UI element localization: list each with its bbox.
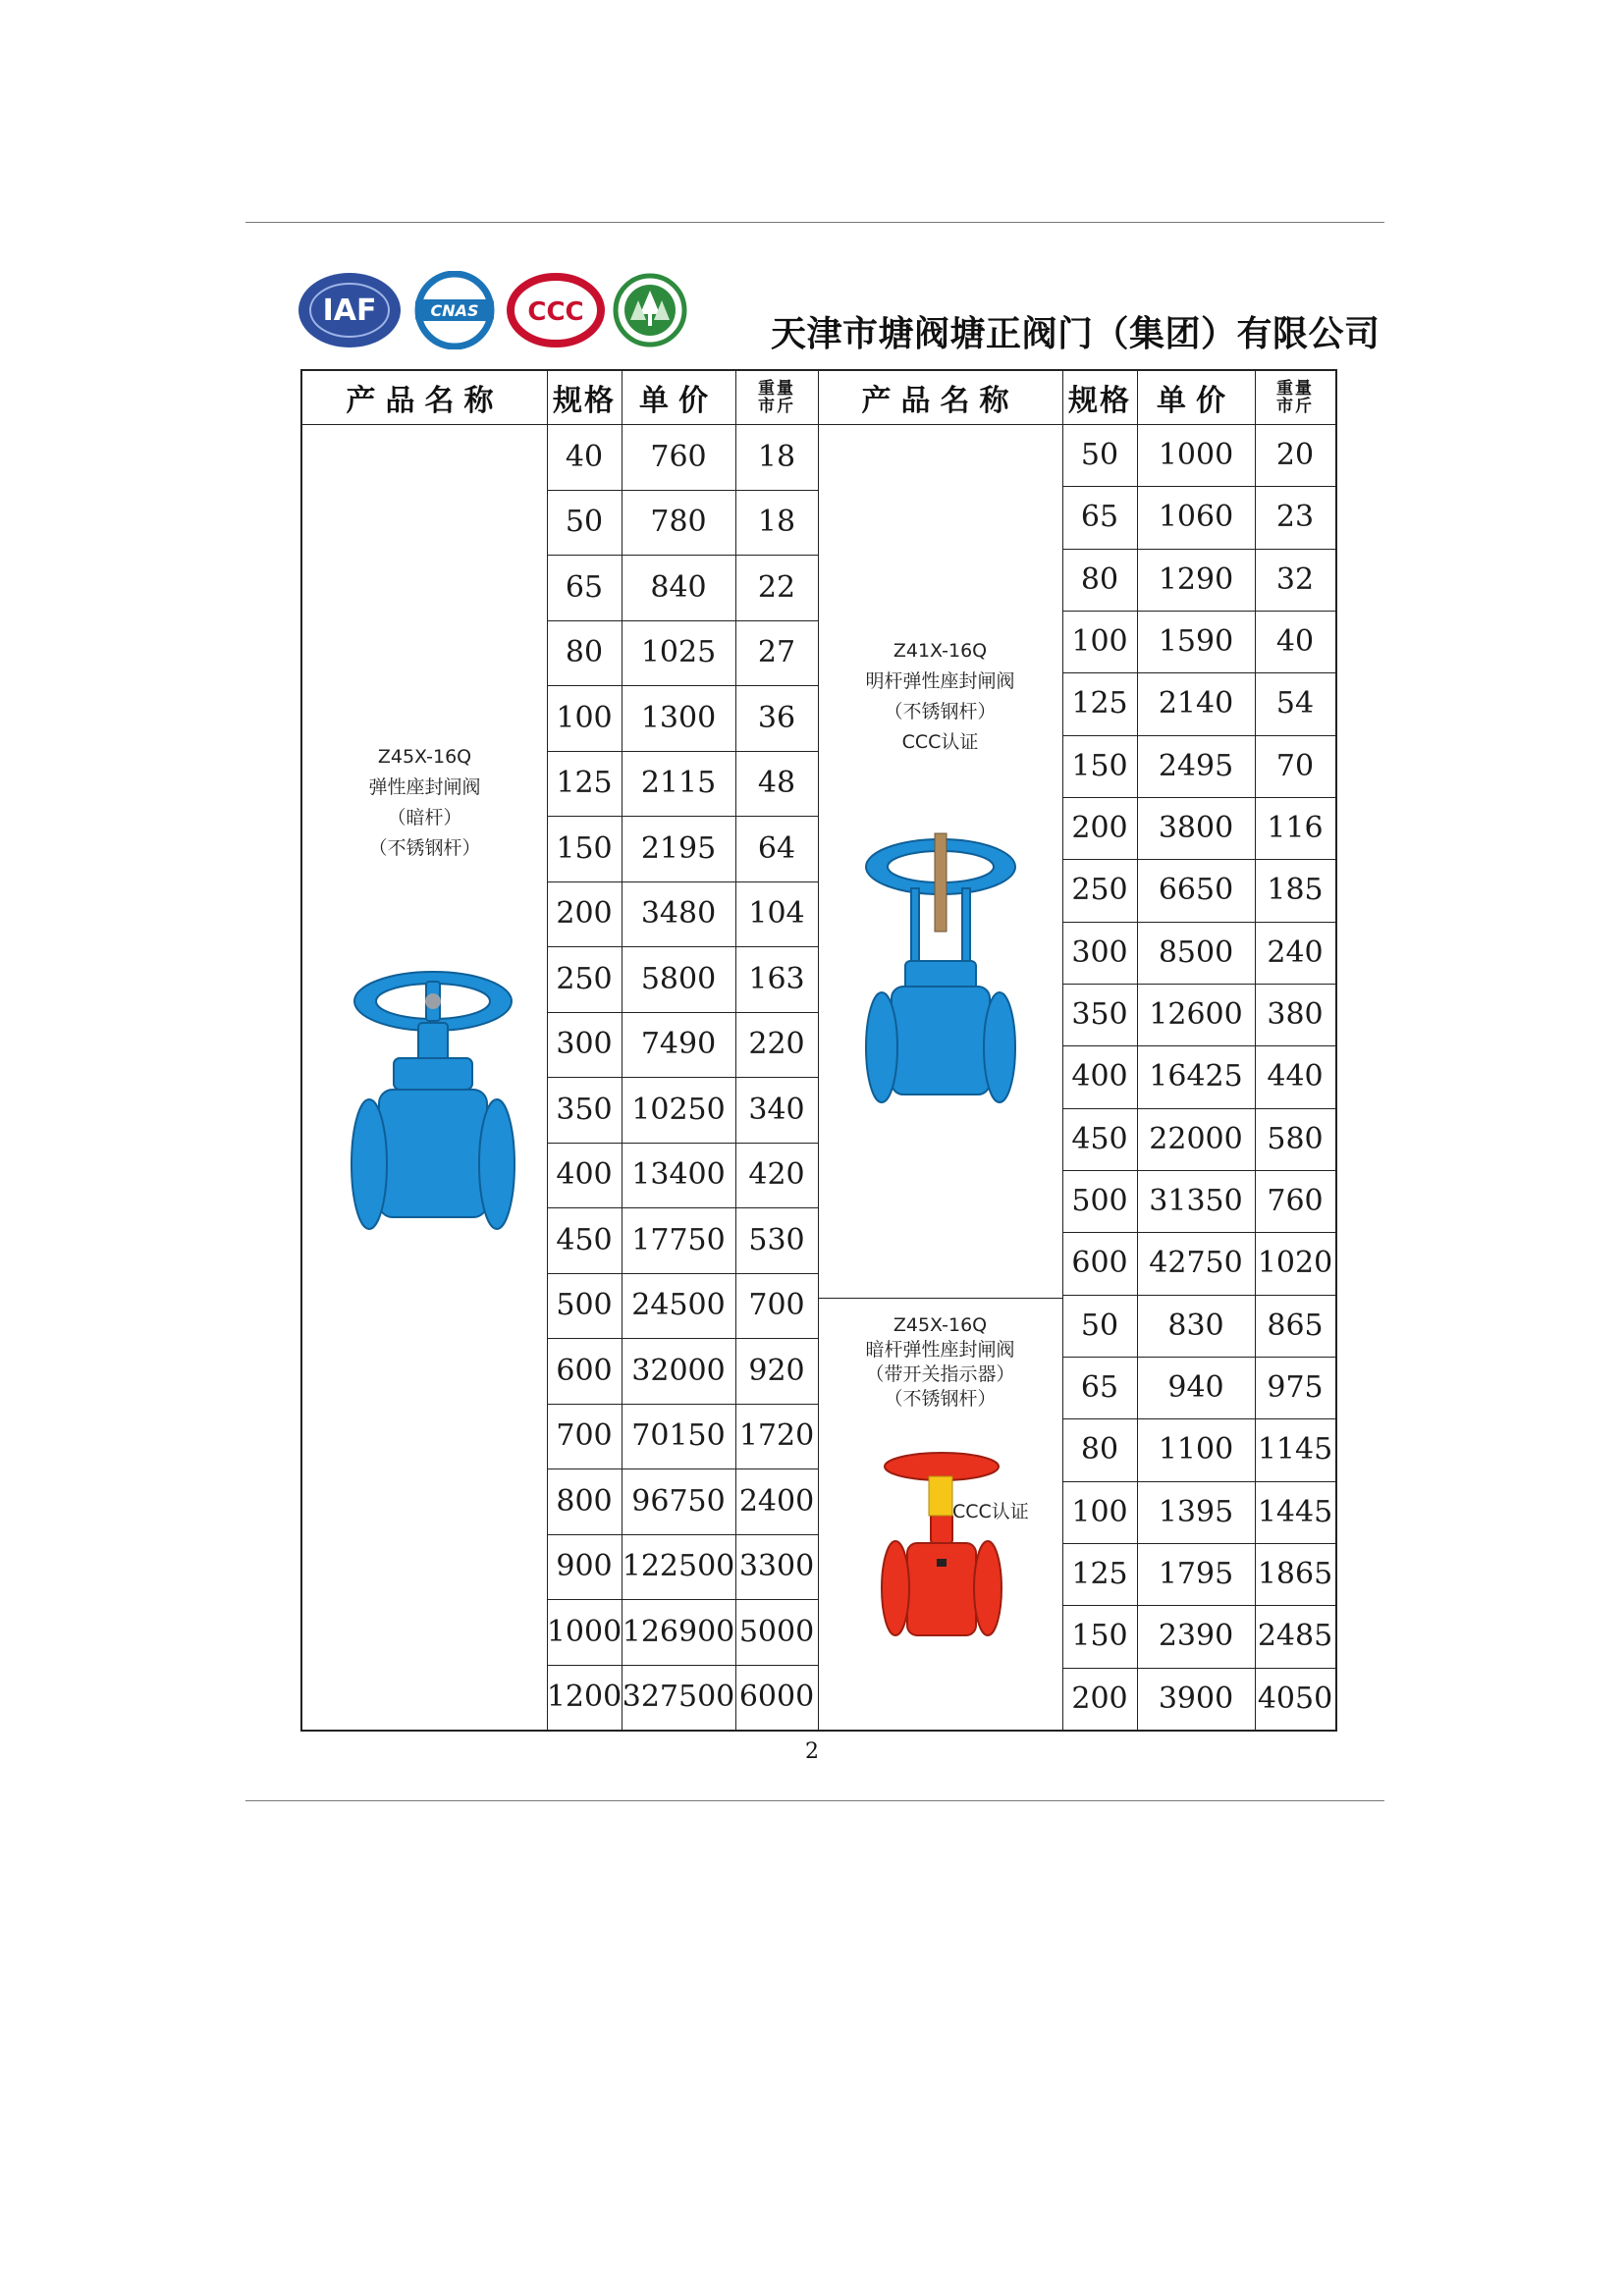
right-product-1-spec-cell: 150 xyxy=(1071,748,1128,783)
right-product-2-weight-cell: 1865 xyxy=(1257,1557,1333,1592)
left-product-price-cell: 32000 xyxy=(631,1353,726,1388)
bottom-rule xyxy=(245,1800,1384,1801)
left-product-spec-cell: 450 xyxy=(556,1222,613,1257)
left-product-weight-cell: 18 xyxy=(757,439,796,474)
left-product-spec-cell: 40 xyxy=(565,439,604,474)
right-product-1-spec-cell: 50 xyxy=(1080,438,1119,473)
left-product-weight-cell: 700 xyxy=(748,1288,805,1323)
left-product-spec-cell: 500 xyxy=(556,1288,613,1323)
right-product-2-spec-cell: 125 xyxy=(1071,1557,1128,1592)
right-product-1-weight-cell: 240 xyxy=(1267,934,1324,970)
left-product-price-cell: 10250 xyxy=(631,1092,726,1127)
left-product-spec-cell: 250 xyxy=(556,961,613,996)
left-product-spec-cell: 80 xyxy=(565,635,604,670)
right-product-1-price-cell: 6650 xyxy=(1158,873,1234,908)
left-product-price-cell: 1025 xyxy=(640,635,717,670)
right-product-1-weight-cell: 116 xyxy=(1267,811,1324,846)
right-product-1-price-cell: 1290 xyxy=(1158,561,1234,597)
left-product-weight-cell: 6000 xyxy=(738,1680,815,1715)
right-product-2-weight-cell: 4050 xyxy=(1257,1681,1333,1716)
right-product-2-note2: （不锈钢杆） xyxy=(884,1388,997,1410)
left-product-weight-cell: 22 xyxy=(757,569,796,605)
left-product-spec-cell: 600 xyxy=(556,1353,613,1388)
right-product-1-price-cell: 31350 xyxy=(1149,1184,1243,1219)
right-product-1-spec-cell: 80 xyxy=(1080,561,1119,597)
ccc-logo xyxy=(507,271,605,349)
right-product-1-price-cell: 3800 xyxy=(1158,811,1234,846)
left-product-spec-cell: 400 xyxy=(556,1157,613,1193)
page-number: 2 xyxy=(805,1739,819,1764)
right-product-1-price-cell: 1590 xyxy=(1158,624,1234,660)
left-product-spec-cell: 350 xyxy=(556,1092,613,1127)
cnas-logo xyxy=(410,271,499,349)
right-product-1-spec-cell: 250 xyxy=(1071,873,1128,908)
right-product-2-cert: CCC认证 xyxy=(952,1501,1029,1522)
left-product-price-cell: 24500 xyxy=(631,1288,726,1323)
right-product-2-weight-cell: 1145 xyxy=(1257,1432,1333,1468)
ccc-logo-text: CCC xyxy=(527,297,584,327)
left-product-price-cell: 126900 xyxy=(622,1614,735,1649)
right-product-1-weight-cell: 380 xyxy=(1267,997,1324,1033)
header-unit-price-right: 单价 xyxy=(1157,384,1235,418)
left-product-price-cell: 96750 xyxy=(631,1483,726,1519)
left-product-note1: （暗杆） xyxy=(387,807,462,828)
right-product-2-name xyxy=(818,1313,1062,1412)
right-product-2-model: Z45X-16Q xyxy=(893,1314,988,1336)
right-product-2-price-cell: 2390 xyxy=(1158,1619,1234,1654)
header-spec-right: 规格 xyxy=(1068,384,1131,418)
right-product-1-name xyxy=(818,636,1062,758)
header-weight-right xyxy=(1255,371,1335,424)
left-product-spec-cell: 50 xyxy=(565,505,604,540)
right-product-2-price-cell: 830 xyxy=(1167,1308,1224,1343)
right-product-1-spec-cell: 500 xyxy=(1071,1184,1128,1219)
left-product-spec-cell: 900 xyxy=(556,1549,613,1584)
right-product-2-spec-cell: 100 xyxy=(1071,1494,1128,1529)
header-product-name-right: 产品名称 xyxy=(861,384,1019,418)
left-product-price-cell: 13400 xyxy=(631,1157,726,1193)
right-product-1-spec-cell: 300 xyxy=(1071,934,1128,970)
left-product-spec-cell: 700 xyxy=(556,1418,613,1454)
right-product-2-weight-cell: 975 xyxy=(1267,1370,1324,1406)
environmental-label-logo xyxy=(613,271,687,349)
right-product-2-price-cell: 940 xyxy=(1167,1370,1224,1406)
right-product-1-weight-cell: 440 xyxy=(1267,1059,1324,1095)
right-product-1-note1: （不锈钢杆） xyxy=(884,701,997,722)
right-product-1-weight-cell: 20 xyxy=(1275,438,1315,473)
left-product-spec-cell: 1200 xyxy=(546,1680,623,1715)
right-product-1-price-cell: 2495 xyxy=(1158,748,1234,783)
left-product-note2: （不锈钢杆） xyxy=(368,837,481,859)
right-product-1-title: 明杆弹性座封闸阀 xyxy=(865,670,1015,692)
left-product-weight-cell: 163 xyxy=(748,961,805,996)
header-weight-line2: 市斤 xyxy=(1276,397,1314,416)
left-product-weight-cell: 2400 xyxy=(738,1483,815,1519)
right-product-2-weight-cell: 865 xyxy=(1267,1308,1324,1343)
right-product-1-weight-cell: 40 xyxy=(1275,624,1315,660)
left-product-weight-cell: 220 xyxy=(748,1027,805,1062)
right-product-1-spec-cell: 65 xyxy=(1080,500,1119,535)
right-product-1-weight-cell: 23 xyxy=(1275,500,1315,535)
left-product-price-cell: 70150 xyxy=(631,1418,726,1454)
header-weight-left xyxy=(735,371,818,424)
right-product-1-spec-cell: 125 xyxy=(1071,686,1128,721)
left-product-price-cell: 760 xyxy=(650,439,707,474)
right-product-1-price-cell: 2140 xyxy=(1158,686,1234,721)
right-product-2-spec-cell: 65 xyxy=(1080,1370,1119,1406)
left-product-spec-cell: 1000 xyxy=(546,1614,623,1649)
left-product-price-cell: 2115 xyxy=(640,766,717,801)
left-product-spec-cell: 150 xyxy=(556,830,613,866)
iaf-logo xyxy=(297,271,403,349)
header-weight-line1: 重量 xyxy=(758,379,795,399)
right-product-1-price-cell: 12600 xyxy=(1149,997,1243,1033)
left-product-weight-cell: 530 xyxy=(748,1222,805,1257)
right-product-1-price-cell: 8500 xyxy=(1158,934,1234,970)
right-product-1-spec-cell: 100 xyxy=(1071,624,1128,660)
left-product-weight-cell: 18 xyxy=(757,505,796,540)
iaf-logo-text: IAF xyxy=(322,294,377,328)
rising-stem-blue-valve-image xyxy=(862,829,1019,1114)
header-weight-line1: 重量 xyxy=(1276,379,1314,399)
right-product-1-spec-cell: 600 xyxy=(1071,1246,1128,1281)
left-product-weight-cell: 420 xyxy=(748,1157,805,1193)
left-product-price-cell: 2195 xyxy=(640,830,717,866)
left-product-price-cell: 17750 xyxy=(631,1222,726,1257)
right-product-2-spec-cell: 80 xyxy=(1080,1432,1119,1468)
right-product-2-price-cell: 3900 xyxy=(1158,1681,1234,1716)
right-product-1-spec-cell: 350 xyxy=(1071,997,1128,1033)
left-product-weight-cell: 340 xyxy=(748,1092,805,1127)
left-product-spec-cell: 65 xyxy=(565,569,604,605)
company-name: 天津市塘阀塘正阀门（集团）有限公司 xyxy=(771,314,1380,354)
left-product-weight-cell: 48 xyxy=(757,766,796,801)
right-product-1-weight-cell: 54 xyxy=(1275,686,1315,721)
header-product-name-left: 产品名称 xyxy=(346,384,504,418)
left-product-name xyxy=(302,742,547,864)
left-product-price-cell: 3480 xyxy=(640,896,717,932)
left-product-price-cell: 122500 xyxy=(622,1549,735,1584)
right-product-1-spec-cell: 200 xyxy=(1071,811,1128,846)
left-product-spec-cell: 100 xyxy=(556,700,613,735)
left-product-weight-cell: 3300 xyxy=(738,1549,815,1584)
right-product-1-weight-cell: 70 xyxy=(1275,748,1315,783)
left-product-spec-cell: 800 xyxy=(556,1483,613,1519)
left-product-title: 弹性座封闸阀 xyxy=(368,776,481,798)
left-product-weight-cell: 104 xyxy=(748,896,805,932)
right-product-1-weight-cell: 580 xyxy=(1267,1121,1324,1156)
top-rule xyxy=(245,222,1384,223)
right-product-2-weight-cell: 2485 xyxy=(1257,1619,1333,1654)
header-spec-left: 规格 xyxy=(553,384,616,418)
left-product-price-cell: 840 xyxy=(650,569,707,605)
right-product-2-weight-cell: 1445 xyxy=(1257,1494,1333,1529)
header-unit-price-left: 单价 xyxy=(639,384,718,418)
red-gate-valve-image xyxy=(880,1451,1003,1649)
price-table xyxy=(300,369,1337,1732)
cnas-logo-text: CNAS xyxy=(430,301,479,320)
blue-gate-valve-image xyxy=(350,968,516,1245)
left-product-weight-cell: 36 xyxy=(757,700,796,735)
right-product-2-title: 暗杆弹性座封闸阀 xyxy=(865,1339,1015,1361)
right-product-1-weight-cell: 760 xyxy=(1267,1184,1324,1219)
right-product-2-price-cell: 1395 xyxy=(1158,1494,1234,1529)
left-product-price-cell: 5800 xyxy=(640,961,717,996)
right-product-2-spec-cell: 200 xyxy=(1071,1681,1128,1716)
right-product-2-note1: （带开关指示器） xyxy=(865,1363,1015,1385)
right-product-2-spec-cell: 50 xyxy=(1080,1308,1119,1343)
right-product-2-price-cell: 1100 xyxy=(1158,1432,1234,1468)
left-product-weight-cell: 5000 xyxy=(738,1614,815,1649)
left-product-price-cell: 780 xyxy=(650,505,707,540)
left-product-weight-cell: 64 xyxy=(757,830,796,866)
left-product-weight-cell: 1720 xyxy=(738,1418,815,1454)
left-product-model: Z45X-16Q xyxy=(377,746,472,768)
left-product-price-cell: 7490 xyxy=(640,1027,717,1062)
left-product-price-cell: 327500 xyxy=(622,1680,735,1715)
left-product-weight-cell: 27 xyxy=(757,635,796,670)
right-product-1-spec-cell: 450 xyxy=(1071,1121,1128,1156)
right-product-2-price-cell: 1795 xyxy=(1158,1557,1234,1592)
right-product-1-price-cell: 1000 xyxy=(1158,438,1234,473)
left-product-spec-cell: 200 xyxy=(556,896,613,932)
left-product-spec-cell: 300 xyxy=(556,1027,613,1062)
right-product-2-spec-cell: 150 xyxy=(1071,1619,1128,1654)
header-weight-line2: 市斤 xyxy=(758,397,795,416)
right-product-1-price-cell: 16425 xyxy=(1149,1059,1243,1095)
right-product-1-price-cell: 42750 xyxy=(1149,1246,1243,1281)
right-product-1-weight-cell: 1020 xyxy=(1257,1246,1333,1281)
left-product-price-cell: 1300 xyxy=(640,700,717,735)
right-product-1-price-cell: 22000 xyxy=(1149,1121,1243,1156)
right-product-1-spec-cell: 400 xyxy=(1071,1059,1128,1095)
right-product-1-price-cell: 1060 xyxy=(1158,500,1234,535)
right-product-1-weight-cell: 185 xyxy=(1267,873,1324,908)
left-product-spec-cell: 125 xyxy=(556,766,613,801)
left-product-weight-cell: 920 xyxy=(748,1353,805,1388)
right-product-1-note2: CCC认证 xyxy=(901,731,979,753)
right-product-1-weight-cell: 32 xyxy=(1275,561,1315,597)
right-product-1-model: Z41X-16Q xyxy=(893,640,988,662)
